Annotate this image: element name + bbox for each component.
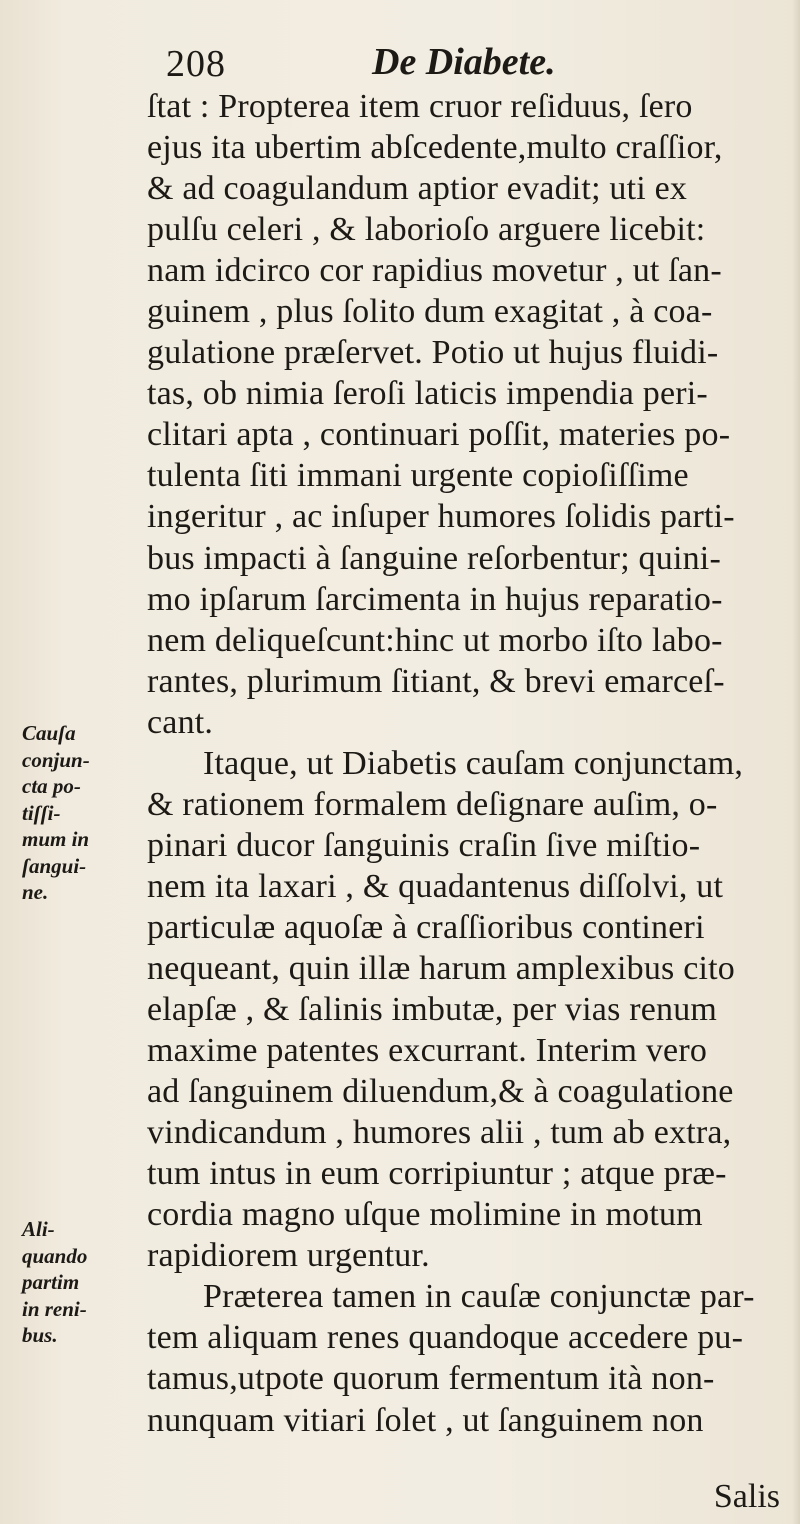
text-line: Præterea tamen in cauſæ conjunctæ par-: [203, 1278, 755, 1316]
margin-note-line: mum in: [22, 827, 90, 851]
text-line: nunquam vitiari ſolet , ut ſanguinem non: [147, 1401, 704, 1439]
text-line: nequeant, quin illæ harum amplexibus cito: [147, 949, 735, 987]
text-line: tem aliquam renes quandoque accedere pu-: [147, 1319, 744, 1357]
text-line: tamus,utpote quorum fermentum ità non-: [147, 1360, 715, 1398]
text-line: guinem , plus ſolito dum exagitat , à coa-: [147, 293, 713, 331]
margin-note-line: partim: [22, 1270, 80, 1294]
text-line: rantes, plurimum ſitiant, & brevi emarceſ-: [147, 662, 725, 700]
text-line: elapſæ , & ſalinis imbutæ, per vias renum: [147, 991, 718, 1029]
text-line: & rationem formalem deſignare auſim, o-: [147, 785, 718, 823]
body-text: [147, 86, 797, 1441]
text-line: nem deliqueſcunt:hinc ut morbo iſto labo-: [147, 621, 723, 659]
page-header: [0, 28, 800, 85]
margin-note-line: Ali-: [22, 1217, 55, 1241]
margin-note-line: Cauſa: [22, 721, 76, 745]
margin-note-line: tiſſi-: [22, 800, 61, 825]
text-line: clitari apta , continuari poſſit, materies po-: [147, 416, 731, 454]
text-line: cordia magno uſque molimine in motum: [147, 1196, 703, 1234]
text-line: vindicandum , humores alii , tum ab extra,: [147, 1114, 732, 1152]
margin-note-aliquando: [22, 1216, 132, 1349]
page-number: 208: [166, 43, 226, 85]
text-line: particulæ aquoſæ à craſſioribus contineri: [147, 908, 705, 946]
text-line: pulſu celeri , & laborioſo arguere licebit:: [147, 211, 706, 249]
text-line: nam idcirco cor rapidius movetur , ut ſan-: [147, 252, 722, 290]
text-line: maxime patentes excurrant. Interim vero: [147, 1032, 708, 1070]
text-line: cant.: [147, 703, 214, 741]
text-line: & ad coagulandum aptior evadit; uti ex: [147, 170, 688, 208]
text-line: tas, ob nimia ſeroſi laticis impendia peri-: [147, 375, 708, 413]
margin-note-line: conjun-: [22, 747, 90, 772]
text-line: Itaque, ut Diabetis cauſam conjunctam,: [203, 744, 744, 782]
running-head: De Diabete.: [372, 41, 556, 83]
text-line: ad ſanguinem diluendum,& à coagulatione: [147, 1073, 734, 1111]
text-line: tum intus in eum corripiuntur ; atque præ-: [147, 1155, 727, 1193]
margin-note-line: quando: [22, 1243, 88, 1268]
catchword: Salis: [713, 1478, 780, 1515]
margin-note-line: ſangui-: [22, 853, 87, 878]
text-line: ſtat : Propterea item cruor reſiduus, ſero: [147, 88, 693, 125]
text-line: ingeritur , ac inſuper humores ſolidis parti-: [147, 498, 735, 536]
page-edge-shadow: [792, 0, 800, 1524]
margin-note-line: bus.: [22, 1323, 58, 1347]
text-line: gulatione præſervet. Potio ut hujus fluidi-: [147, 334, 719, 372]
margin-note-line: ne.: [22, 880, 49, 904]
margin-note-line: cta po-: [22, 774, 81, 798]
text-line: bus impacti à ſanguine reſorbentur; quini-: [147, 539, 721, 577]
text-line: tulenta ſiti immani urgente copioſiſſime: [147, 457, 689, 495]
text-line: pinari ducor ſanguinis craſin ſive miſtio-: [147, 826, 701, 864]
text-line: rapidiorem urgentur.: [147, 1237, 430, 1275]
text-line: nem ita laxari , & quadantenus diſſolvi, ut: [147, 867, 724, 905]
text-line: mo ipſarum ſarcimenta in hujus reparatio-: [147, 580, 723, 618]
margin-note-causa: [22, 720, 132, 906]
text-line: ejus ita ubertim abſcedente,multo craſſior,: [147, 129, 723, 167]
margin-note-line: in reni-: [22, 1296, 87, 1321]
